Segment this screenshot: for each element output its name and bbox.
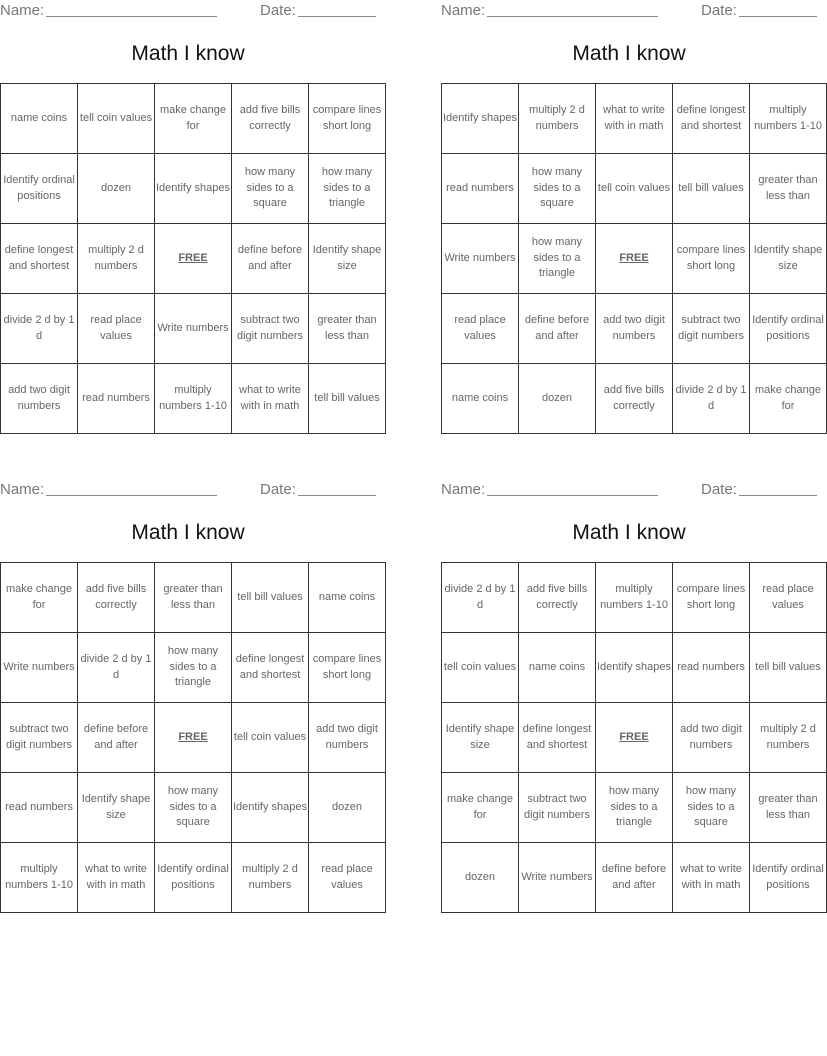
bingo-cell: define before and after [232,224,309,294]
date-blank-line[interactable] [298,495,376,496]
name-label: Name: [0,481,45,498]
bingo-cell: read place values [442,294,519,364]
bingo-row [442,633,827,703]
bingo-cell: make change for [155,84,232,154]
bingo-cell: tell bill values [309,364,386,434]
name-blank-line[interactable] [46,495,217,496]
bingo-cell: add two digit numbers [309,703,386,773]
bingo-cell: what to write with in math [596,84,673,154]
bingo-cell: greater than less than [750,773,827,843]
bingo-cell: what to write with in math [78,843,155,913]
date-label: Date: [701,481,737,498]
bingo-cell: make change for [1,563,78,633]
bingo-cell: name coins [519,633,596,703]
bingo-cell: Write numbers [442,224,519,294]
bingo-cell: define before and after [78,703,155,773]
bingo-cell: how many sides to a square [232,154,309,224]
bingo-cell: greater than less than [155,563,232,633]
bingo-cell: add five bills correctly [519,563,596,633]
bingo-row [442,84,827,154]
bingo-cell: read numbers [442,154,519,224]
bingo-cell: add two digit numbers [1,364,78,434]
name-label: Name: [0,2,45,19]
bingo-cell: multiply 2 d numbers [232,843,309,913]
bingo-cell: multiply numbers 1-10 [155,364,232,434]
bingo-cell: tell coin values [596,154,673,224]
card-title: Math I know [131,42,245,65]
bingo-cell: define longest and shortest [519,703,596,773]
bingo-cell: read numbers [673,633,750,703]
bingo-cell: multiply numbers 1-10 [1,843,78,913]
bingo-cell: dozen [309,773,386,843]
bingo-cell: multiply 2 d numbers [519,84,596,154]
bingo-cell: name coins [442,364,519,434]
bingo-cell: name coins [1,84,78,154]
bingo-cell: dozen [442,843,519,913]
bingo-cell: Identify shapes [155,154,232,224]
bingo-cell: Write numbers [1,633,78,703]
bingo-row [442,563,827,633]
bingo-cell: define before and after [596,843,673,913]
bingo-cell: how many sides to a square [673,773,750,843]
bingo-row [442,294,827,364]
bingo-cell: read numbers [1,773,78,843]
bingo-cell: read numbers [78,364,155,434]
bingo-row [1,364,386,434]
bingo-row [1,633,386,703]
bingo-row [442,224,827,294]
bingo-cell: define before and after [519,294,596,364]
bingo-cell: read place values [309,843,386,913]
bingo-cell: define longest and shortest [673,84,750,154]
card-title: Math I know [572,521,686,544]
bingo-cell: define longest and shortest [232,633,309,703]
free-space: FREE [155,703,232,773]
bingo-cell: Identify shapes [596,633,673,703]
bingo-cell: how many sides to a triangle [309,154,386,224]
bingo-card-1 [0,0,382,440]
free-space: FREE [155,224,232,294]
bingo-cell: divide 2 d by 1 d [1,294,78,364]
bingo-cell: add five bills correctly [232,84,309,154]
bingo-cell: add two digit numbers [673,703,750,773]
bingo-cell: dozen [78,154,155,224]
bingo-row [1,224,386,294]
bingo-cell: how many sides to a triangle [596,773,673,843]
bingo-cell: what to write with in math [673,843,750,913]
bingo-cell: what to write with in math [232,364,309,434]
bingo-cell: tell coin values [232,703,309,773]
bingo-row [1,294,386,364]
name-label: Name: [441,2,486,19]
name-blank-line[interactable] [487,16,658,17]
bingo-cell: how many sides to a triangle [155,633,232,703]
bingo-cell: add five bills correctly [596,364,673,434]
bingo-cell: divide 2 d by 1 d [442,563,519,633]
bingo-row [1,773,386,843]
bingo-row [1,154,386,224]
bingo-cell: compare lines short long [673,224,750,294]
card-header [0,479,376,501]
date-blank-line[interactable] [739,16,817,17]
bingo-grid [0,83,386,434]
bingo-grid [441,83,827,434]
bingo-cell: Identify shape size [750,224,827,294]
card-header [441,0,817,22]
bingo-cell: read place values [78,294,155,364]
bingo-cell: tell coin values [442,633,519,703]
bingo-card-3 [0,479,382,919]
date-label: Date: [701,2,737,19]
bingo-cell: greater than less than [309,294,386,364]
bingo-cell: divide 2 d by 1 d [78,633,155,703]
bingo-cell: multiply numbers 1-10 [596,563,673,633]
name-blank-line[interactable] [46,16,217,17]
bingo-cell: compare lines short long [309,84,386,154]
bingo-row [1,563,386,633]
bingo-cell: Write numbers [519,843,596,913]
bingo-cell: add five bills correctly [78,563,155,633]
bingo-cell: Identify ordinal positions [750,843,827,913]
bingo-cell: compare lines short long [309,633,386,703]
bingo-cell: subtract two digit numbers [1,703,78,773]
bingo-row [442,154,827,224]
bingo-cell: Write numbers [155,294,232,364]
bingo-cell: subtract two digit numbers [673,294,750,364]
bingo-row [442,843,827,913]
bingo-grid [0,562,386,913]
free-space: FREE [596,224,673,294]
bingo-row [1,703,386,773]
bingo-row [442,703,827,773]
bingo-row [442,364,827,434]
bingo-cell: tell coin values [78,84,155,154]
bingo-cell: tell bill values [232,563,309,633]
name-label: Name: [441,481,486,498]
bingo-row [1,843,386,913]
date-label: Date: [260,481,296,498]
card-title: Math I know [131,521,245,544]
bingo-card-2 [441,0,824,440]
bingo-card-4 [441,479,824,919]
card-header [0,0,376,22]
bingo-cell: how many sides to a square [519,154,596,224]
name-blank-line[interactable] [487,495,658,496]
bingo-cell: name coins [309,563,386,633]
bingo-cell: add two digit numbers [596,294,673,364]
bingo-cell: Identify shapes [232,773,309,843]
bingo-cell: subtract two digit numbers [232,294,309,364]
bingo-cell: Identify ordinal positions [750,294,827,364]
card-header [441,479,817,501]
date-blank-line[interactable] [739,495,817,496]
bingo-cell: Identify ordinal positions [155,843,232,913]
bingo-cell: multiply 2 d numbers [750,703,827,773]
bingo-cell: greater than less than [750,154,827,224]
bingo-cell: Identify shape size [309,224,386,294]
bingo-cell: how many sides to a square [155,773,232,843]
bingo-cell: tell bill values [750,633,827,703]
date-label: Date: [260,2,296,19]
bingo-cell: multiply numbers 1-10 [750,84,827,154]
bingo-grid [441,562,827,913]
bingo-cell: tell bill values [673,154,750,224]
bingo-cell: divide 2 d by 1 d [673,364,750,434]
bingo-cell: Identify shape size [78,773,155,843]
free-space: FREE [596,703,673,773]
bingo-cell: Identify shapes [442,84,519,154]
bingo-row [1,84,386,154]
bingo-cell: Identify ordinal positions [1,154,78,224]
bingo-cell: define longest and shortest [1,224,78,294]
bingo-cell: subtract two digit numbers [519,773,596,843]
bingo-cell: make change for [750,364,827,434]
card-title: Math I know [572,42,686,65]
bingo-cell: read place values [750,563,827,633]
date-blank-line[interactable] [298,16,376,17]
bingo-cell: Identify shape size [442,703,519,773]
bingo-cell: dozen [519,364,596,434]
bingo-cell: how many sides to a triangle [519,224,596,294]
bingo-row [442,773,827,843]
bingo-cell: make change for [442,773,519,843]
bingo-cell: multiply 2 d numbers [78,224,155,294]
bingo-cell: compare lines short long [673,563,750,633]
